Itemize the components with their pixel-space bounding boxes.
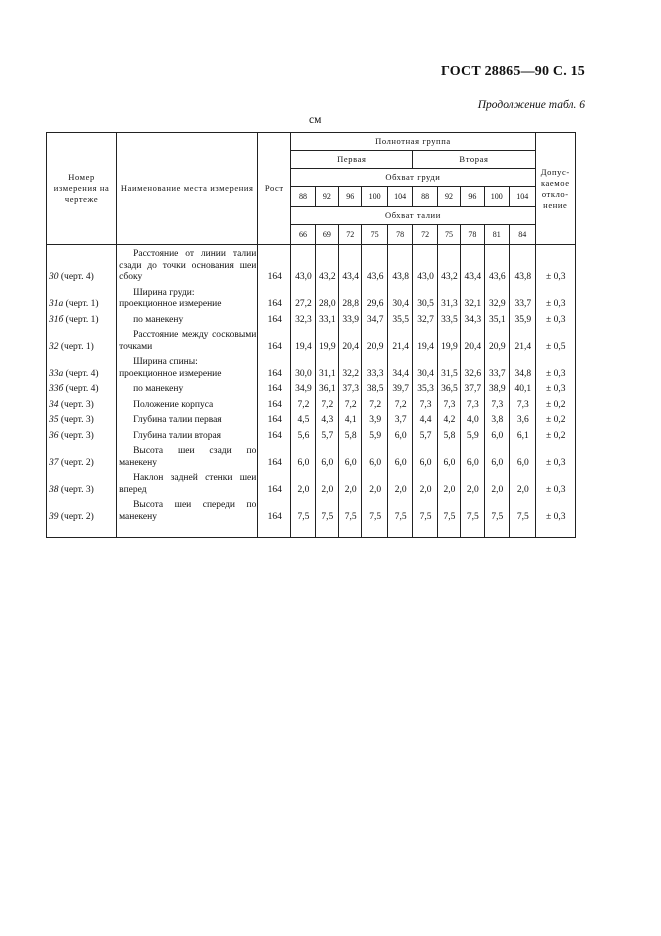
measurement-value-cell: 32,7 <box>413 313 437 329</box>
table-row <box>47 471 576 498</box>
tolerance-cell: ± 0,2 <box>535 413 575 429</box>
group-first-header: Первая <box>291 151 413 169</box>
measurement-value-cell: 5,7 <box>413 429 437 445</box>
measurement-value-cell: 38,5 <box>362 382 387 398</box>
measurement-number: 33а <box>49 368 64 379</box>
measurement-value-cell: 3,7 <box>387 413 412 429</box>
measurement-value-cell: 19,9 <box>315 328 338 355</box>
measurement-value-cell: 6,0 <box>484 429 509 445</box>
chest-girth-value: 92 <box>437 187 460 207</box>
measurement-value-cell: 30,4 <box>387 286 412 313</box>
col-tolerance-header: Допус-каемое откло-нение <box>535 133 575 245</box>
drawing-reference: (черт. 4) <box>63 368 99 379</box>
table-header <box>47 133 576 245</box>
measurement-value-cell: 34,4 <box>387 355 412 382</box>
drawing-reference: (черт. 3) <box>58 430 94 441</box>
measurement-value-cell: 7,3 <box>484 398 509 414</box>
measurement-name-line: Ширина груди: <box>133 287 195 298</box>
measurements-table <box>46 132 576 538</box>
measurement-value-cell: 33,5 <box>437 313 460 329</box>
table-row <box>47 382 576 398</box>
measurement-value-cell: 20,9 <box>484 328 509 355</box>
measurement-value-cell: 4,5 <box>291 413 315 429</box>
measurement-name-line: проекционное измерение <box>119 368 222 379</box>
height-cell: 164 <box>258 245 291 286</box>
measurement-value-cell: 43,0 <box>413 245 437 286</box>
tolerance-cell: ± 0,3 <box>535 286 575 313</box>
measurement-value-cell: 32,9 <box>484 286 509 313</box>
measurement-value-cell: 6,0 <box>387 429 412 445</box>
measurement-value-cell: 3,6 <box>510 413 536 429</box>
waist-girth-value: 75 <box>437 225 460 245</box>
measurement-value-cell: 39,7 <box>387 382 412 398</box>
tolerance-cell: ± 0,3 <box>535 382 575 398</box>
tolerance-cell: ± 0,3 <box>535 313 575 329</box>
measurement-value-cell: 21,4 <box>510 328 536 355</box>
tolerance-cell: ± 0,3 <box>535 245 575 286</box>
measurement-value-cell: 2,0 <box>387 471 412 498</box>
measurement-value-cell: 4,0 <box>461 413 484 429</box>
measurement-value-cell: 43,4 <box>461 245 484 286</box>
measurement-number-cell <box>47 429 117 445</box>
waist-girth-value: 72 <box>413 225 437 245</box>
height-cell: 164 <box>258 471 291 498</box>
measurement-number-cell <box>47 286 117 313</box>
measurement-name-line: Расстояние от линии талии сзади до точки основания шеи сбоку <box>119 249 257 282</box>
measurement-value-cell: 33,3 <box>362 355 387 382</box>
measurement-value-cell: 6,0 <box>387 444 412 471</box>
measurement-value-cell: 32,3 <box>291 313 315 329</box>
measurement-number-cell <box>47 498 117 538</box>
measurement-number: 37 <box>49 457 59 468</box>
measurement-value-cell: 3,8 <box>484 413 509 429</box>
measurement-value-cell: 6,0 <box>413 444 437 471</box>
measurement-value-cell: 2,0 <box>315 471 338 498</box>
measurement-value-cell: 43,6 <box>362 245 387 286</box>
measurement-value-cell: 43,4 <box>339 245 362 286</box>
measurement-value-cell: 32,1 <box>461 286 484 313</box>
measurement-name-cell <box>117 498 258 538</box>
waist-girth-value: 66 <box>291 225 315 245</box>
measurement-name-cell <box>117 471 258 498</box>
measurement-value-cell: 35,1 <box>484 313 509 329</box>
unit-label: см <box>309 114 322 126</box>
measurement-value-cell: 33,7 <box>510 286 536 313</box>
measurement-number-cell <box>47 444 117 471</box>
tolerance-cell: ± 0,2 <box>535 429 575 445</box>
measurement-value-cell: 30,5 <box>413 286 437 313</box>
measurement-value-cell: 34,9 <box>291 382 315 398</box>
measurement-value-cell: 43,2 <box>315 245 338 286</box>
measurement-name-line: Расстояние между сосковыми точками <box>119 330 257 352</box>
measurement-number-cell <box>47 398 117 414</box>
measurement-value-cell: 28,0 <box>315 286 338 313</box>
measurement-number-cell <box>47 413 117 429</box>
measurement-value-cell: 7,5 <box>461 498 484 538</box>
height-cell: 164 <box>258 444 291 471</box>
measurement-value-cell: 7,2 <box>339 398 362 414</box>
measurement-value-cell: 2,0 <box>291 471 315 498</box>
chest-girth-value: 104 <box>387 187 412 207</box>
measurement-value-cell: 7,5 <box>484 498 509 538</box>
measurement-value-cell: 6,0 <box>362 444 387 471</box>
drawing-reference: (черт. 3) <box>58 415 94 425</box>
measurement-name-cell <box>117 413 258 429</box>
measurement-value-cell: 6,0 <box>315 444 338 471</box>
measurement-name-line: Ширина спины: <box>133 357 198 367</box>
measurement-value-cell: 31,5 <box>437 355 460 382</box>
measurement-value-cell: 33,9 <box>339 313 362 329</box>
measurement-value-cell: 7,2 <box>315 398 338 414</box>
measurement-name-line: по манекену <box>133 384 184 394</box>
measurement-number: 31б <box>49 314 64 325</box>
measurement-value-cell: 32,6 <box>461 355 484 382</box>
table-row <box>47 413 576 429</box>
col-number-header: Номер измерения на чертеже <box>47 133 117 245</box>
table-row <box>47 355 576 382</box>
tolerance-cell: ± 0,3 <box>535 471 575 498</box>
measurement-value-cell: 7,5 <box>437 498 460 538</box>
measurement-value-cell: 7,3 <box>510 398 536 414</box>
measurement-value-cell: 31,3 <box>437 286 460 313</box>
measurement-value-cell: 32,2 <box>339 355 362 382</box>
measurement-value-cell: 4,2 <box>437 413 460 429</box>
table-row <box>47 313 576 329</box>
table-row <box>47 398 576 414</box>
measurement-value-cell: 29,6 <box>362 286 387 313</box>
measurement-name-line: проекционное измерение <box>119 299 222 309</box>
tolerance-cell: ± 0,3 <box>535 355 575 382</box>
measurement-value-cell: 7,5 <box>339 498 362 538</box>
chest-girth-value: 100 <box>484 187 509 207</box>
measurement-value-cell: 7,5 <box>387 498 412 538</box>
measurement-value-cell: 5,9 <box>362 429 387 445</box>
measurement-value-cell: 43,6 <box>484 245 509 286</box>
measurement-value-cell: 30,4 <box>413 355 437 382</box>
waist-girth-value: 75 <box>362 225 387 245</box>
measurement-name-cell <box>117 382 258 398</box>
waist-girth-value: 78 <box>461 225 484 245</box>
measurement-value-cell: 33,1 <box>315 313 338 329</box>
measurement-number: 38 <box>49 484 59 495</box>
measurement-value-cell: 35,9 <box>510 313 536 329</box>
tolerance-cell: ± 0,3 <box>535 444 575 471</box>
measurement-value-cell: 2,0 <box>339 471 362 498</box>
chest-girth-value: 96 <box>461 187 484 207</box>
measurement-number-cell <box>47 313 117 329</box>
table-row <box>47 498 576 538</box>
height-cell: 164 <box>258 328 291 355</box>
measurement-value-cell: 20,4 <box>339 328 362 355</box>
measurement-number: 36 <box>49 430 59 441</box>
measurement-value-cell: 34,8 <box>510 355 536 382</box>
height-cell: 164 <box>258 413 291 429</box>
measurement-value-cell: 43,2 <box>437 245 460 286</box>
measurement-value-cell: 35,5 <box>387 313 412 329</box>
table-row <box>47 444 576 471</box>
measurement-value-cell: 7,5 <box>315 498 338 538</box>
measurement-number: 34 <box>49 399 59 410</box>
measurement-value-cell: 7,3 <box>461 398 484 414</box>
measurement-value-cell: 27,2 <box>291 286 315 313</box>
table-row <box>47 328 576 355</box>
measurement-name-line: Высота шеи сзади по манекену <box>119 446 257 468</box>
measurement-value-cell: 36,5 <box>437 382 460 398</box>
measurement-value-cell: 19,4 <box>291 328 315 355</box>
measurement-value-cell: 5,8 <box>437 429 460 445</box>
waist-girth-value: 81 <box>484 225 509 245</box>
table-body <box>47 245 576 538</box>
measurement-value-cell: 7,3 <box>413 398 437 414</box>
measurement-name-line: Высота шеи спереди по манекену <box>119 500 257 522</box>
drawing-reference: (черт. 2) <box>58 511 94 522</box>
measurement-value-cell: 6,0 <box>510 444 536 471</box>
chest-girth-value: 96 <box>339 187 362 207</box>
waist-girth-header: Обхват талии <box>291 207 535 225</box>
height-cell: 164 <box>258 498 291 538</box>
measurement-name-cell <box>117 328 258 355</box>
measurement-name-cell <box>117 444 258 471</box>
measurement-value-cell: 34,7 <box>362 313 387 329</box>
measurement-value-cell: 7,5 <box>362 498 387 538</box>
col-height-header: Рост <box>258 133 291 245</box>
measurement-value-cell: 36,1 <box>315 382 338 398</box>
measurement-value-cell: 2,0 <box>461 471 484 498</box>
measurement-value-cell: 7,2 <box>362 398 387 414</box>
measurement-value-cell: 7,5 <box>510 498 536 538</box>
measurement-value-cell: 3,9 <box>362 413 387 429</box>
measurement-value-cell: 2,0 <box>362 471 387 498</box>
measurement-value-cell: 19,9 <box>437 328 460 355</box>
col-name-header: Наименование места измерения <box>117 133 258 245</box>
measurement-value-cell: 6,0 <box>437 444 460 471</box>
height-cell: 164 <box>258 398 291 414</box>
measurement-value-cell: 30,0 <box>291 355 315 382</box>
measurement-name-cell <box>117 286 258 313</box>
tolerance-cell: ± 0,5 <box>535 328 575 355</box>
measurement-name-cell <box>117 245 258 286</box>
measurement-value-cell: 40,1 <box>510 382 536 398</box>
measurement-value-cell: 5,7 <box>315 429 338 445</box>
measurement-value-cell: 20,4 <box>461 328 484 355</box>
waist-girth-value: 69 <box>315 225 338 245</box>
measurement-number: 39 <box>49 511 59 522</box>
measurement-value-cell: 7,5 <box>413 498 437 538</box>
measurement-value-cell: 4,3 <box>315 413 338 429</box>
table-row <box>47 245 576 286</box>
measurement-value-cell: 20,9 <box>362 328 387 355</box>
drawing-reference: (черт. 4) <box>58 272 94 282</box>
measurement-number-cell <box>47 245 117 286</box>
waist-girth-value: 72 <box>339 225 362 245</box>
measurement-value-cell: 6,0 <box>484 444 509 471</box>
measurement-name-cell <box>117 429 258 445</box>
page-header: ГОСТ 28865—90 С. 15 <box>441 64 585 79</box>
measurement-value-cell: 37,7 <box>461 382 484 398</box>
measurement-value-cell: 6,0 <box>339 444 362 471</box>
chest-girth-value: 92 <box>315 187 338 207</box>
table-row <box>47 429 576 445</box>
height-cell: 164 <box>258 382 291 398</box>
measurement-value-cell: 7,2 <box>291 398 315 414</box>
measurement-value-cell: 6,0 <box>461 444 484 471</box>
measurement-number: 31а <box>49 299 64 309</box>
measurement-value-cell: 6,0 <box>291 444 315 471</box>
measurement-value-cell: 5,8 <box>339 429 362 445</box>
waist-girth-value: 84 <box>510 225 536 245</box>
height-cell: 164 <box>258 429 291 445</box>
measurement-value-cell: 43,0 <box>291 245 315 286</box>
measurement-value-cell: 7,3 <box>437 398 460 414</box>
measurement-number-cell <box>47 328 117 355</box>
measurement-value-cell: 2,0 <box>484 471 509 498</box>
measurement-number: 33б <box>49 384 64 394</box>
measurement-name-line: Положение корпуса <box>133 399 214 410</box>
height-cell: 164 <box>258 355 291 382</box>
measurement-value-cell: 7,2 <box>387 398 412 414</box>
measurement-value-cell: 7,5 <box>291 498 315 538</box>
measurement-number-cell <box>47 471 117 498</box>
measurement-value-cell: 21,4 <box>387 328 412 355</box>
measurement-value-cell: 31,1 <box>315 355 338 382</box>
measurement-value-cell: 2,0 <box>437 471 460 498</box>
measurement-value-cell: 33,7 <box>484 355 509 382</box>
drawing-reference: (черт. 1) <box>58 341 94 352</box>
measurement-name-cell <box>117 313 258 329</box>
measurement-value-cell: 28,8 <box>339 286 362 313</box>
chest-girth-value: 88 <box>291 187 315 207</box>
table-row <box>47 286 576 313</box>
measurement-value-cell: 37,3 <box>339 382 362 398</box>
drawing-reference: (черт. 1) <box>63 299 99 309</box>
height-cell: 164 <box>258 286 291 313</box>
measurement-value-cell: 34,3 <box>461 313 484 329</box>
measurement-value-cell: 2,0 <box>510 471 536 498</box>
measurement-number-cell <box>47 382 117 398</box>
measurement-value-cell: 2,0 <box>413 471 437 498</box>
measurement-number: 35 <box>49 415 59 425</box>
tolerance-cell: ± 0,3 <box>535 498 575 538</box>
measurement-value-cell: 19,4 <box>413 328 437 355</box>
full-group-header: Полнотная группа <box>291 133 535 151</box>
measurement-name-line: Глубина талии первая <box>133 415 222 425</box>
measurement-value-cell: 35,3 <box>413 382 437 398</box>
drawing-reference: (черт. 1) <box>63 314 99 325</box>
measurement-value-cell: 6,1 <box>510 429 536 445</box>
chest-girth-header: Обхват груди <box>291 169 535 187</box>
measurement-name-cell <box>117 398 258 414</box>
measurement-number-cell <box>47 355 117 382</box>
measurement-name-line: Глубина талии вторая <box>133 430 222 441</box>
measurement-value-cell: 4,4 <box>413 413 437 429</box>
height-cell: 164 <box>258 313 291 329</box>
measurement-number: 32 <box>49 341 59 352</box>
measurement-value-cell: 5,6 <box>291 429 315 445</box>
measurement-name-line: Наклон задней стенки шеи вперед <box>119 473 257 495</box>
measurement-number: 30 <box>49 272 59 282</box>
drawing-reference: (черт. 3) <box>58 484 94 495</box>
measurement-value-cell: 43,8 <box>510 245 536 286</box>
table-continuation: Продолжение табл. 6 <box>477 99 585 111</box>
measurement-value-cell: 43,8 <box>387 245 412 286</box>
measurement-name-line: по манекену <box>133 314 184 325</box>
chest-girth-value: 100 <box>362 187 387 207</box>
measurement-value-cell: 38,9 <box>484 382 509 398</box>
chest-girth-value: 104 <box>510 187 536 207</box>
waist-girth-value: 78 <box>387 225 412 245</box>
drawing-reference: (черт. 3) <box>58 399 94 410</box>
chest-girth-value: 88 <box>413 187 437 207</box>
group-second-header: Вторая <box>413 151 535 169</box>
measurement-name-cell <box>117 355 258 382</box>
drawing-reference: (черт. 4) <box>63 384 99 394</box>
tolerance-cell: ± 0,2 <box>535 398 575 414</box>
measurement-value-cell: 5,9 <box>461 429 484 445</box>
measurement-value-cell: 4,1 <box>339 413 362 429</box>
drawing-reference: (черт. 2) <box>58 457 94 468</box>
